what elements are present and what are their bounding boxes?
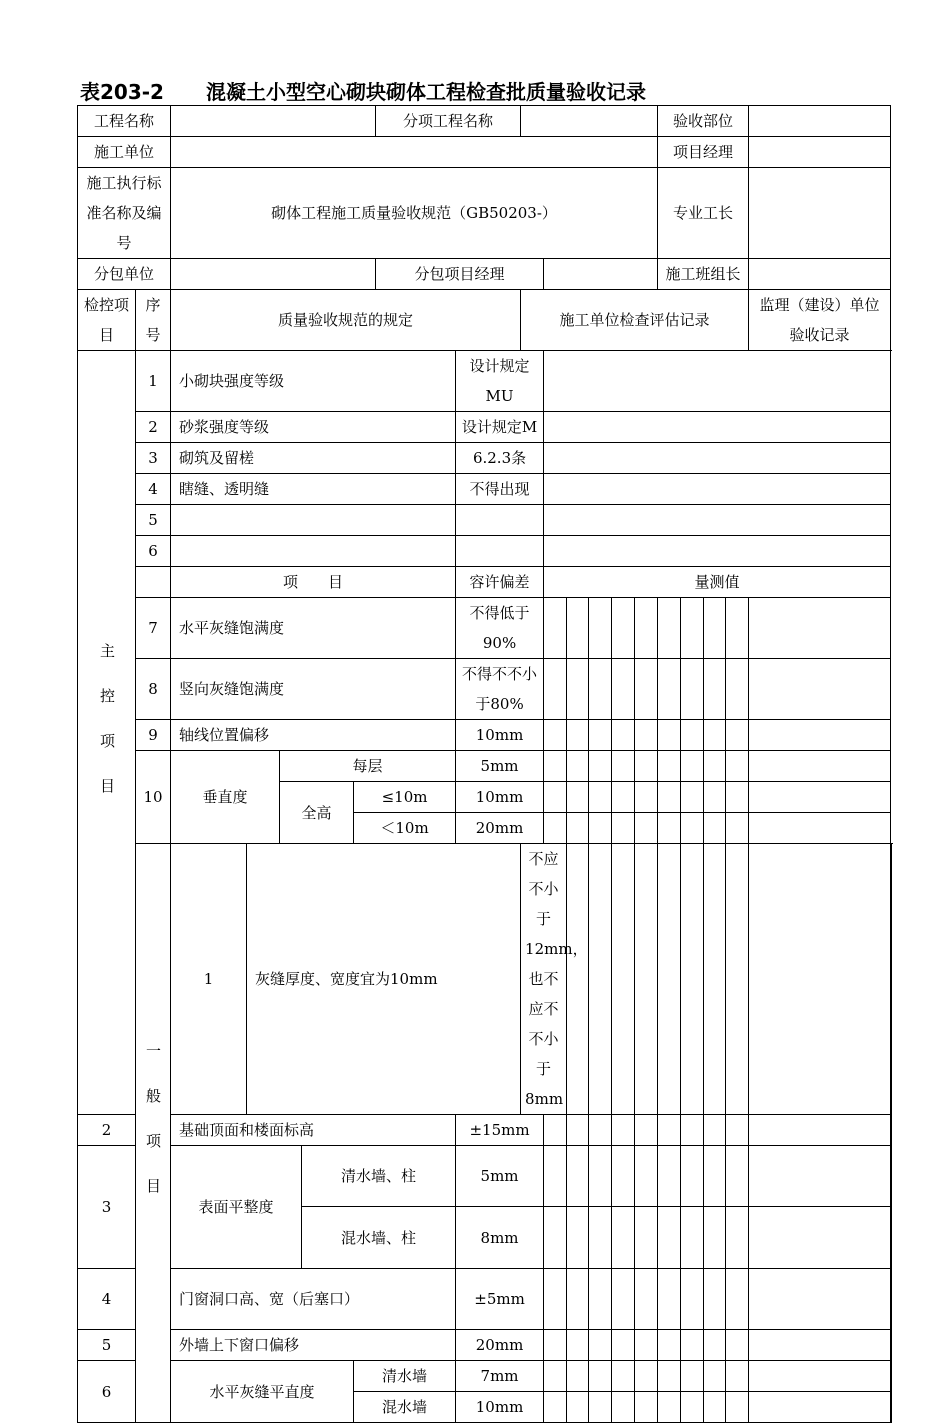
form-title-text: 混凝土小型空心砌块砌体工程检查批质量验收记录 (206, 76, 646, 105)
measure-cell[interactable] (544, 1269, 567, 1330)
project-manager-field[interactable] (749, 137, 891, 168)
row-requirement: 不应不小于12mm，也不应不不小于8mm (521, 844, 567, 1115)
height-range-label: ＜10m (354, 813, 456, 844)
record-cell[interactable] (544, 505, 891, 536)
measure-cell[interactable] (726, 1115, 749, 1146)
col-spec: 质量验收规范的规定 (171, 290, 521, 351)
measure-cell[interactable] (681, 1392, 704, 1423)
measure-cell[interactable] (726, 659, 749, 720)
measure-cell[interactable] (658, 1146, 681, 1207)
measure-cell[interactable] (567, 659, 589, 720)
row-no: 10 (136, 751, 171, 844)
measure-cell[interactable] (589, 1115, 612, 1146)
measure-cell[interactable] (544, 1146, 567, 1207)
measure-cell[interactable] (726, 598, 749, 659)
measure-cell[interactable] (635, 844, 658, 1115)
measure-cell[interactable] (681, 1330, 704, 1361)
measure-cell[interactable] (704, 1392, 726, 1423)
measure-cell[interactable] (612, 659, 635, 720)
wall-type-label: 清水墙、柱 (302, 1146, 456, 1207)
measure-cell[interactable] (749, 1392, 891, 1423)
measure-cell[interactable] (544, 751, 567, 782)
measure-cell[interactable] (681, 1207, 704, 1269)
measure-cell[interactable] (567, 844, 589, 1115)
measure-cell[interactable] (612, 1392, 635, 1423)
measure-cell[interactable] (749, 720, 891, 751)
foreman-label: 专业工长 (658, 168, 749, 259)
per-floor-label: 每层 (280, 751, 456, 782)
team-leader-field[interactable] (749, 259, 891, 290)
measure-cell[interactable] (612, 1115, 635, 1146)
standard-value: 砌体工程施工质量验收规范（GB50203-） (171, 168, 658, 259)
measure-cell[interactable] (589, 782, 612, 813)
row-requirement: 设计规定M (456, 412, 544, 443)
subheader-measured: 量测值 (544, 567, 891, 598)
measure-cell[interactable] (704, 659, 726, 720)
measure-cell[interactable] (635, 1392, 658, 1423)
acceptance-part-label: 验收部位 (658, 106, 749, 137)
col-check-item: 检控项目 (78, 290, 136, 351)
row-no: 1 (136, 351, 171, 412)
measure-cell[interactable] (749, 751, 891, 782)
measure-cell[interactable] (567, 1207, 589, 1269)
measure-cell[interactable] (726, 1330, 749, 1361)
height-range-label: ≤10m (354, 782, 456, 813)
measure-cell[interactable] (681, 659, 704, 720)
measure-cell[interactable] (749, 813, 891, 844)
measure-cell[interactable] (635, 1330, 658, 1361)
measure-cell[interactable] (635, 1115, 658, 1146)
row-no: 5 (78, 1330, 136, 1361)
row-requirement: 20mm (456, 1330, 544, 1361)
row-item: 外墙上下窗口偏移 (171, 1330, 456, 1361)
acceptance-part-field[interactable] (749, 106, 891, 137)
measure-cell[interactable] (681, 751, 704, 782)
measure-cell[interactable] (612, 751, 635, 782)
measure-cell[interactable] (704, 813, 726, 844)
measure-cell[interactable] (658, 782, 681, 813)
row-requirement: ±5mm (456, 1269, 544, 1330)
col-supervision-record: 监理（建设）单位验收记录 (749, 290, 891, 351)
measure-cell[interactable] (612, 1269, 635, 1330)
row-no: 2 (136, 412, 171, 443)
measure-cell[interactable] (658, 1392, 681, 1423)
measure-cell[interactable] (635, 813, 658, 844)
sub-pm-field[interactable] (544, 259, 658, 290)
measure-cell[interactable] (726, 1269, 749, 1330)
measure-cell[interactable] (612, 720, 635, 751)
row-no: 3 (78, 1146, 136, 1269)
measure-cell[interactable] (749, 1207, 891, 1269)
measure-cell[interactable] (589, 1361, 612, 1392)
measure-cell[interactable] (704, 1361, 726, 1392)
measure-cell[interactable] (589, 751, 612, 782)
measure-cell[interactable] (749, 782, 891, 813)
row-item: 砂浆强度等级 (171, 412, 456, 443)
row-item (171, 536, 456, 567)
row-requirement: 5mm (456, 751, 544, 782)
measure-cell[interactable] (704, 1330, 726, 1361)
measure-cell[interactable] (704, 720, 726, 751)
record-cell[interactable] (544, 443, 891, 474)
wall-type-label: 混水墙 (354, 1392, 456, 1423)
measure-cell[interactable] (589, 1269, 612, 1330)
construction-unit-field[interactable] (171, 137, 658, 168)
wall-type-label: 清水墙 (354, 1361, 456, 1392)
project-name-label: 工程名称 (78, 106, 171, 137)
wall-type-label: 混水墙、柱 (302, 1207, 456, 1269)
measure-cell[interactable] (589, 598, 612, 659)
measure-cell[interactable] (704, 751, 726, 782)
measure-cell[interactable] (544, 813, 567, 844)
row-requirement: 设计规定MU (456, 351, 544, 412)
row-no: 3 (136, 443, 171, 474)
measure-cell[interactable] (635, 751, 658, 782)
measure-cell[interactable] (681, 782, 704, 813)
measure-cell[interactable] (704, 844, 726, 1115)
measure-cell[interactable] (544, 720, 567, 751)
measure-cell[interactable] (749, 1330, 891, 1361)
main-control-group-label: 主控项目 (78, 351, 136, 1115)
row-no: 5 (136, 505, 171, 536)
measure-cell[interactable] (658, 1115, 681, 1146)
row-requirement: 8mm (456, 1207, 544, 1269)
measure-cell[interactable] (726, 720, 749, 751)
full-height-label: 全高 (280, 782, 354, 844)
measure-cell[interactable] (658, 1207, 681, 1269)
measure-cell[interactable] (658, 813, 681, 844)
measure-cell[interactable] (635, 720, 658, 751)
measure-cell[interactable] (635, 782, 658, 813)
measure-cell[interactable] (589, 720, 612, 751)
measure-cell[interactable] (544, 1207, 567, 1269)
subcontractor-field[interactable] (171, 259, 376, 290)
project-name-field[interactable] (171, 106, 376, 137)
row-requirement: 20mm (456, 813, 544, 844)
measure-cell[interactable] (612, 1207, 635, 1269)
row-item (171, 505, 456, 536)
sub-project-label: 分项工程名称 (376, 106, 521, 137)
measure-cell[interactable] (658, 1330, 681, 1361)
row-no: 6 (78, 1361, 136, 1423)
measure-cell[interactable] (726, 1146, 749, 1207)
measure-cell[interactable] (612, 844, 635, 1115)
measure-cell[interactable] (749, 1361, 891, 1392)
row-item: 竖向灰缝饱满度 (171, 659, 456, 720)
measure-cell[interactable] (681, 1269, 704, 1330)
measure-cell[interactable] (658, 751, 681, 782)
row-no: 8 (136, 659, 171, 720)
col-seq: 序号 (136, 290, 171, 351)
standard-label: 施工执行标准名称及编号 (78, 168, 171, 259)
subheader-item: 项 目 (171, 567, 456, 598)
row-no: 1 (171, 844, 247, 1115)
measure-cell[interactable] (658, 720, 681, 751)
measure-cell[interactable] (726, 844, 749, 1115)
measure-cell[interactable] (544, 659, 567, 720)
measure-cell[interactable] (612, 598, 635, 659)
measure-cell[interactable] (726, 782, 749, 813)
measure-cell[interactable] (726, 1361, 749, 1392)
measure-cell[interactable] (681, 813, 704, 844)
measure-cell[interactable] (544, 1330, 567, 1361)
measure-cell[interactable] (567, 1330, 589, 1361)
straightness-label: 水平灰缝平直度 (171, 1361, 354, 1423)
general-group-label: 一般项目 (136, 844, 171, 1423)
row-requirement: 6.2.3条 (456, 443, 544, 474)
measure-cell[interactable] (567, 598, 589, 659)
measure-cell[interactable] (749, 844, 891, 1115)
row-requirement: 10mm (456, 1392, 544, 1423)
row-requirement: 不得出现 (456, 474, 544, 505)
row-item: 门窗洞口高、宽（后塞口） (171, 1269, 456, 1330)
row-item: 水平灰缝饱满度 (171, 598, 456, 659)
sub-pm-label: 分包项目经理 (376, 259, 544, 290)
measure-cell[interactable] (681, 720, 704, 751)
measure-cell[interactable] (544, 1392, 567, 1423)
row-item: 基础顶面和楼面标高 (171, 1115, 456, 1146)
measure-cell[interactable] (567, 751, 589, 782)
acceptance-record-table (77, 105, 892, 1423)
team-leader-label: 施工班组长 (658, 259, 749, 290)
measure-cell[interactable] (658, 598, 681, 659)
measure-cell[interactable] (726, 1392, 749, 1423)
row-requirement (456, 536, 544, 567)
measure-cell[interactable] (681, 598, 704, 659)
measure-cell[interactable] (635, 1361, 658, 1392)
measure-cell[interactable] (749, 598, 891, 659)
measure-cell[interactable] (589, 1392, 612, 1423)
measure-cell[interactable] (635, 1146, 658, 1207)
measure-cell[interactable] (567, 813, 589, 844)
flatness-label: 表面平整度 (171, 1146, 302, 1269)
measure-cell[interactable] (567, 1146, 589, 1207)
row-requirement: 不得低于90% (456, 598, 544, 659)
measure-cell[interactable] (544, 598, 567, 659)
subcontractor-label: 分包单位 (78, 259, 171, 290)
form-code: 表203-2 (80, 76, 206, 105)
measure-cell[interactable] (589, 1330, 612, 1361)
measure-cell[interactable] (681, 1115, 704, 1146)
col-construction-record: 施工单位检查评估记录 (521, 290, 749, 351)
row-no: 4 (78, 1269, 136, 1330)
measure-cell[interactable] (658, 844, 681, 1115)
measure-cell[interactable] (544, 1115, 567, 1146)
measure-cell[interactable] (658, 1269, 681, 1330)
measure-cell[interactable] (749, 1146, 891, 1207)
measure-cell[interactable] (589, 659, 612, 720)
row-no: 7 (136, 598, 171, 659)
subheader-tolerance: 容许偏差 (456, 567, 544, 598)
measure-cell[interactable] (704, 1115, 726, 1146)
project-manager-label: 项目经理 (658, 137, 749, 168)
measure-cell[interactable] (704, 1269, 726, 1330)
construction-unit-label: 施工单位 (78, 137, 171, 168)
measure-cell[interactable] (726, 1207, 749, 1269)
form-title (80, 74, 646, 106)
measure-cell[interactable] (726, 751, 749, 782)
measure-cell[interactable] (681, 1146, 704, 1207)
measure-cell[interactable] (749, 1115, 891, 1146)
measure-cell[interactable] (635, 659, 658, 720)
measure-cell[interactable] (635, 1207, 658, 1269)
row-item: 砌筑及留槎 (171, 443, 456, 474)
measure-cell[interactable] (749, 659, 891, 720)
measure-cell[interactable] (589, 1146, 612, 1207)
measure-cell[interactable] (612, 813, 635, 844)
row-requirement: ±15mm (456, 1115, 544, 1146)
row-no: 4 (136, 474, 171, 505)
record-cell[interactable] (544, 412, 891, 443)
row-item: 瞎缝、透明缝 (171, 474, 456, 505)
measure-cell[interactable] (567, 1361, 589, 1392)
measure-cell[interactable] (658, 1361, 681, 1392)
measure-cell[interactable] (589, 844, 612, 1115)
measure-cell[interactable] (612, 1330, 635, 1361)
row-requirement: 5mm (456, 1146, 544, 1207)
measure-cell[interactable] (567, 782, 589, 813)
measure-cell[interactable] (567, 1115, 589, 1146)
measure-cell[interactable] (544, 782, 567, 813)
row-no (136, 567, 171, 598)
measure-cell[interactable] (704, 1146, 726, 1207)
verticality-label: 垂直度 (171, 751, 280, 844)
measure-cell[interactable] (612, 1146, 635, 1207)
measure-cell[interactable] (589, 813, 612, 844)
row-requirement (456, 505, 544, 536)
record-cell[interactable] (544, 536, 891, 567)
measure-cell[interactable] (681, 844, 704, 1115)
row-item: 灰缝厚度、宽度宜为10mm (247, 844, 521, 1115)
record-cell[interactable] (544, 474, 891, 505)
measure-cell[interactable] (681, 1361, 704, 1392)
row-requirement: 不得不不小于80% (456, 659, 544, 720)
row-requirement: 7mm (456, 1361, 544, 1392)
measure-cell[interactable] (635, 598, 658, 659)
measure-cell[interactable] (658, 659, 681, 720)
measure-cell[interactable] (704, 598, 726, 659)
row-requirement: 10mm (456, 720, 544, 751)
record-cell[interactable] (544, 351, 891, 412)
measure-cell[interactable] (567, 1269, 589, 1330)
measure-cell[interactable] (589, 1207, 612, 1269)
foreman-field[interactable] (749, 168, 891, 259)
row-no: 9 (136, 720, 171, 751)
measure-cell[interactable] (704, 782, 726, 813)
measure-cell[interactable] (612, 782, 635, 813)
row-item: 小砌块强度等级 (171, 351, 456, 412)
row-requirement: 10mm (456, 782, 544, 813)
measure-cell[interactable] (749, 1269, 891, 1330)
measure-cell[interactable] (726, 813, 749, 844)
sub-project-field[interactable] (521, 106, 658, 137)
measure-cell[interactable] (567, 720, 589, 751)
measure-cell[interactable] (612, 1361, 635, 1392)
measure-cell[interactable] (544, 1361, 567, 1392)
measure-cell[interactable] (635, 1269, 658, 1330)
row-item: 轴线位置偏移 (171, 720, 456, 751)
measure-cell[interactable] (567, 1392, 589, 1423)
row-no: 6 (136, 536, 171, 567)
row-no: 2 (78, 1115, 136, 1146)
measure-cell[interactable] (704, 1207, 726, 1269)
